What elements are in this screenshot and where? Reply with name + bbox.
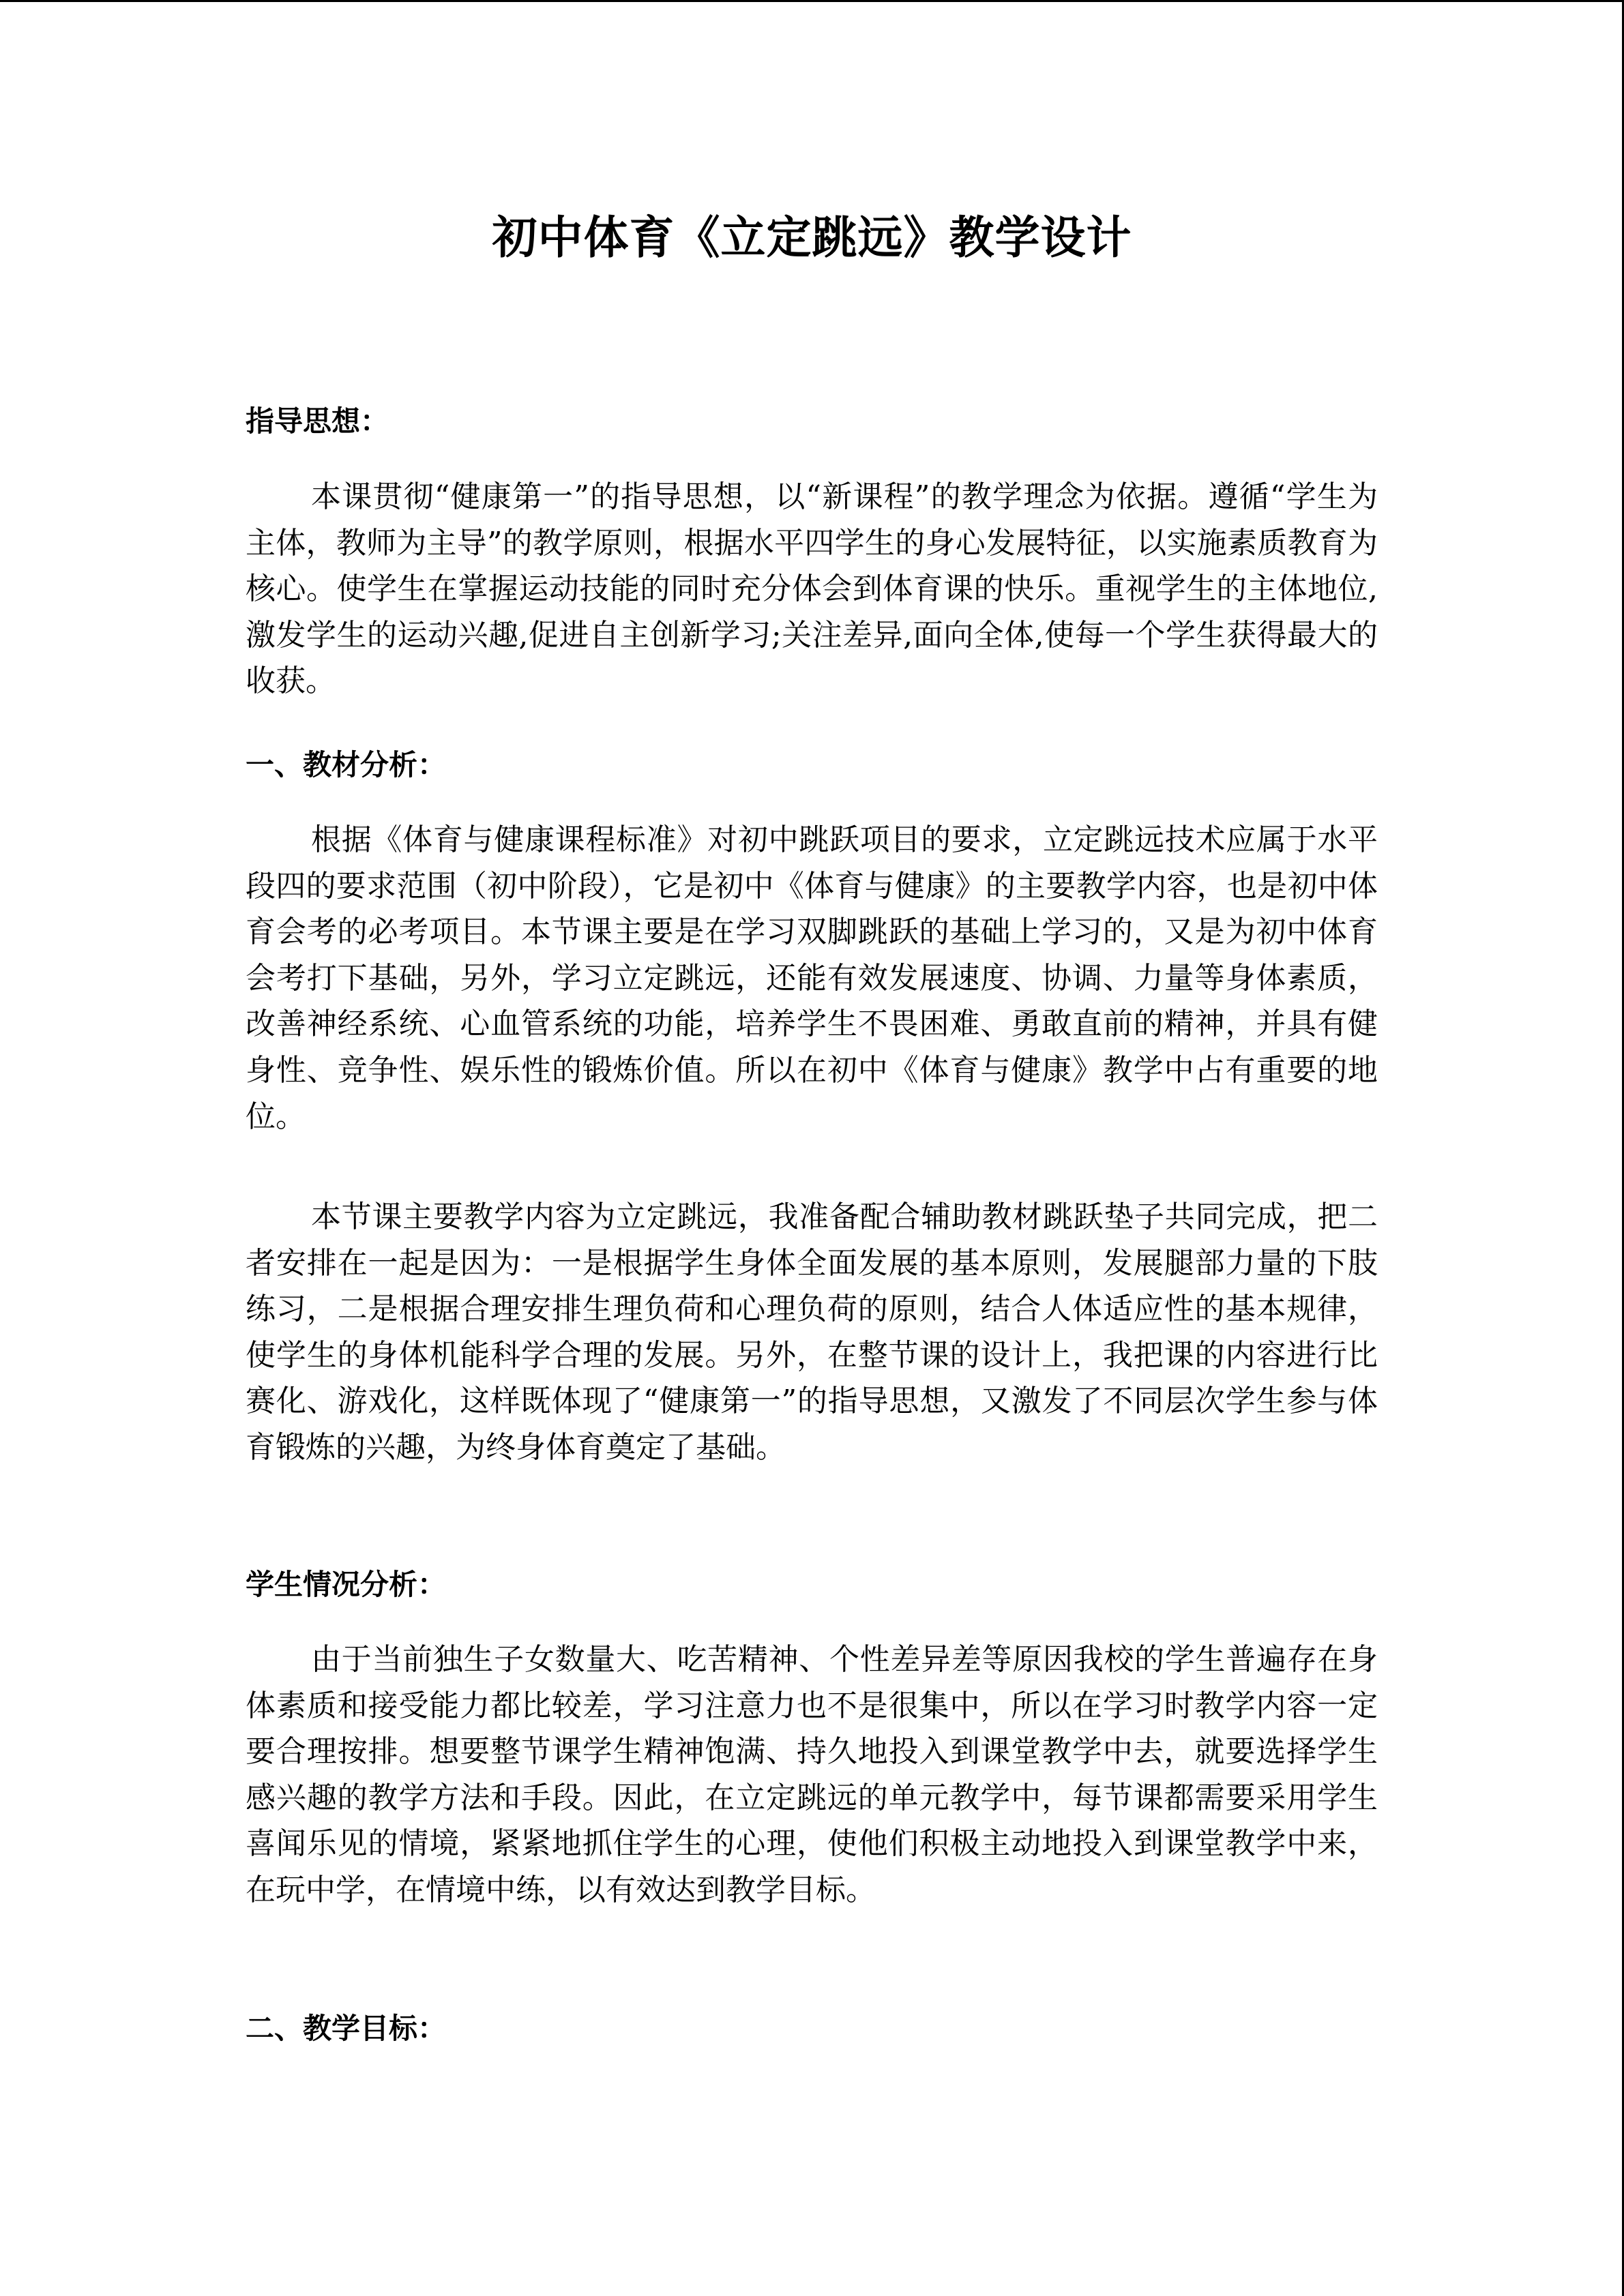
paragraph-material-analysis-1: 根据《体育与健康课程标准》对初中跳跃项目的要求，立定跳远技术应属于水平段四的要求范围（初中阶段），它是初中《体育与健康》的主要教学内容，也是初中体育会考的必考项目。本节课主要是在学习双脚跳跃的基础上学习的，又是为初中体育会考打下基础，另外，学习立定跳远，还能有效发展速度、协调、力量等身体素质，改善神经系统、心血管系统的功能，培养学生不畏困难、勇敢直前的精神，并具有健身性、竞争性、娱乐性的锻炼价值。所以在初中《体育与健康》教学中占有重要的地位。 [246,822,1378,1134]
document-title: 初中体育《立定跳远》教学设计 [492,211,1132,264]
section-heading-material-analysis: 一、教材分析： [246,748,447,781]
section-heading-guiding-ideology: 指导思想： [246,404,389,438]
paragraph-material-analysis-2: 本节课主要教学内容为立定跳远，我准备配合辅助教材跳跃垫子共同完成，把二者安排在一起是因为：一是根据学生身体全面发展的基本原则，发展腿部力量的下肢练习，二是根据合理安排生理负荷和心理负荷的原则，结合人体适应性的基本规律，使学生的身体机能科学合理的发展。另外，在整节课的设计上，我把课的内容进行比赛化、游戏化，这样既体现了“健康第一”的指导思想，又激发了不同层次学生参与体育锻炼的兴趣，为终身体育奠定了基础。 [246,1199,1378,1465]
page-top-border [0,0,1624,2]
section-heading-student-analysis: 学生情况分析： [246,1568,447,1601]
section-heading-teaching-goals: 二、教学目标： [246,2012,447,2045]
paragraph-student-analysis: 由于当前独生子女数量大、吃苦精神、个性差异差等原因我校的学生普遍存在身体素质和接受能力都比较差，学习注意力也不是很集中，所以在学习时教学内容一定要合理按排。想要整节课学生精神饱满、持久地投入到课堂教学中去，就要选择学生感兴趣的教学方法和手段。因此，在立定跳远的单元教学中，每节课都需要采用学生喜闻乐见的情境，紧紧地抓住学生的心理，使他们积极主动地投入到课堂教学中来，在玩中学，在情境中练，以有效达到教学目标。 [246,1642,1378,1907]
paragraph-guiding-ideology: 本课贯彻“健康第一”的指导思想，以“新课程”的教学理念为依据。遵循“学生为主体，教师为主导”的教学原则，根据水平四学生的身心发展特征，以实施素质教育为核心。使学生在掌握运动技能的同时充分体会到体育课的快乐。重视学生的主体地位,激发学生的运动兴趣,促进自主创新学习;关注差异,面向全体,使每一个学生获得最大的收获。 [246,479,1378,699]
